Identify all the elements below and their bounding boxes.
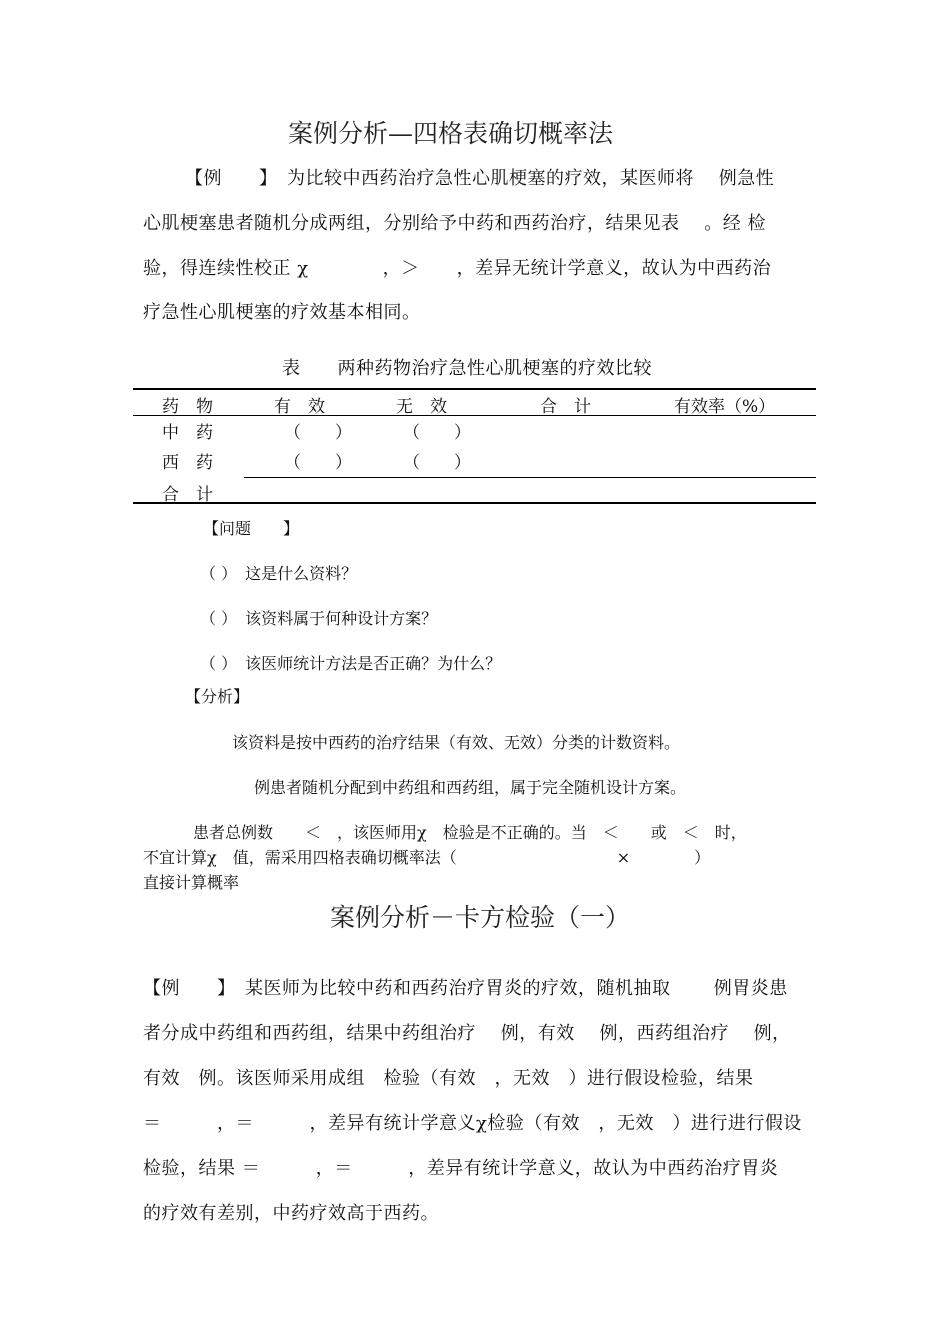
table-cell: （ ） bbox=[284, 423, 352, 443]
doc1-paragraph-line: 心肌梗塞患者随机分成两组，分别给予中药和西药治疗，结果见表 。经 检 bbox=[143, 213, 766, 234]
table-cell: （ ） bbox=[284, 453, 352, 473]
analysis-line: 患者总例数 ＜ ，该医师用χ 检验是不正确的。当 ＜ 或 ＜ 时， bbox=[193, 823, 747, 842]
table-total-rule bbox=[244, 477, 816, 478]
analysis-label: 【分析】 bbox=[185, 687, 250, 706]
table-cell: （ ） bbox=[403, 453, 471, 473]
doc2-paragraph-line: 【例 】 某医师为比较中药和西药治疗胃炎的疗效，随机抽取 例胃炎患 bbox=[143, 978, 788, 999]
table-header-drug: 药 物 bbox=[162, 397, 213, 417]
doc1-paragraph-line: 验，得连续性校正 χ ，＞ ，差异无统计学意义，故认为中西药治 bbox=[143, 258, 772, 279]
doc2-paragraph-line: 有效 例。该医师采用成组 检验（有效 ，无效 ）进行假设检验，结果 bbox=[143, 1068, 754, 1089]
analysis-line: 该资料是按中西药的治疗结果（有效、无效）分类的计数资料。 bbox=[232, 733, 681, 752]
table-top-rule bbox=[133, 388, 816, 390]
question-item: （ ） 该医师统计方法是否正确？为什么？ bbox=[200, 654, 502, 673]
table-header-total: 合 计 bbox=[540, 397, 591, 417]
table-header-effective: 有 效 bbox=[274, 397, 325, 417]
table-caption: 表 两种药物治疗急性心肌梗塞的疗效比较 bbox=[282, 358, 652, 379]
doc2-paragraph-line: 的疗效有差别，中药疗效高于西药。 bbox=[143, 1203, 439, 1224]
table-header-ineffective: 无 效 bbox=[396, 397, 447, 417]
doc1-title: 案例分析—四格表确切概率法 bbox=[288, 119, 614, 148]
analysis-line: 例患者随机分配到中药组和西药组，属于完全随机设计方案。 bbox=[254, 778, 687, 797]
table-header-rate: 有效率（%） bbox=[674, 397, 776, 417]
questions-label: 【问题 】 bbox=[203, 519, 300, 538]
table-cell: 西 药 bbox=[162, 453, 213, 473]
doc1-paragraph-line: 【例 】 为比较中西药治疗急性心肌梗塞的疗效，某医师将 例急性 bbox=[185, 168, 775, 189]
doc2-paragraph-line: 检验，结果 ＝ ，＝ ，差异有统计学意义，故认为中西药治疗胃炎 bbox=[143, 1158, 779, 1179]
analysis-line: 直接计算概率 bbox=[143, 873, 240, 892]
table-cell: （ ） bbox=[403, 423, 471, 443]
question-item: （ ） 这是什么资料？ bbox=[200, 564, 358, 583]
analysis-line: 不宜计算χ 值，需采用四格表确切概率法（ × ） bbox=[143, 848, 711, 867]
doc2-title: 案例分析－卡方检验（一） bbox=[330, 903, 631, 932]
table-cell: 中 药 bbox=[162, 423, 213, 443]
doc2-paragraph-line: ＝ ，＝ ，差异有统计学意义χ检验（有效 ，无效 ）进行进行假设 bbox=[143, 1113, 802, 1134]
table-bottom-rule bbox=[133, 502, 816, 504]
doc1-paragraph-line: 疗急性心肌梗塞的疗效基本相同。 bbox=[143, 302, 421, 323]
table-cell: 合 计 bbox=[162, 485, 213, 505]
doc2-paragraph-line: 者分成中药组和西药组，结果中药组治疗 例，有效 例，西药组治疗 例， bbox=[143, 1023, 791, 1044]
question-item: （ ） 该资料属于何种设计方案？ bbox=[200, 609, 438, 628]
